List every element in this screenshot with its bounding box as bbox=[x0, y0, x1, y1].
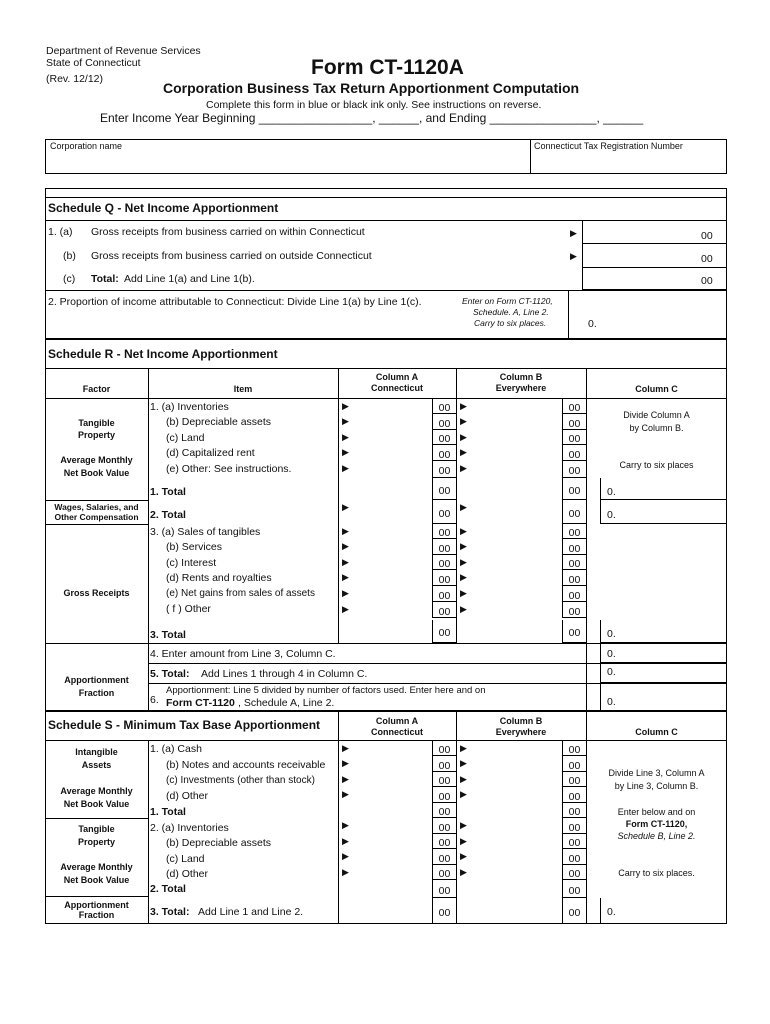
s-row-5-col-b-input[interactable] bbox=[471, 803, 561, 818]
s-col-c-note-1: Divide Line 3, Column A bbox=[608, 768, 705, 778]
s-row-11-col-a-cents: 00 bbox=[432, 898, 456, 924]
r-3-col-c-input[interactable] bbox=[600, 620, 727, 643]
s-row-4-col-b-input[interactable] bbox=[471, 787, 561, 803]
s-col-a-header-1: Column A bbox=[375, 716, 419, 726]
line-2-note-1: Enter on Form CT-1120, bbox=[462, 296, 553, 306]
r-4-col-c-input[interactable] bbox=[600, 643, 727, 663]
s-item-1b: (b) Notes and accounts receivable bbox=[166, 759, 326, 771]
s-row-4-col-b-cents: 00 bbox=[562, 787, 586, 803]
r-row-7-col-a-input[interactable] bbox=[353, 500, 431, 524]
s-factor-tangible-2: Property bbox=[77, 837, 115, 847]
r-row-8-col-b-input[interactable] bbox=[471, 524, 561, 539]
s-row-9-col-a-input[interactable] bbox=[353, 865, 431, 880]
s-item-2d: (d) Other bbox=[166, 868, 209, 880]
s-col-b-header-1: Column B bbox=[499, 716, 543, 726]
arrow-icon: ▶ bbox=[342, 789, 349, 799]
r-row-9-col-a-cents: 00 bbox=[432, 539, 456, 555]
r-row-14-col-b-cents: 00 bbox=[562, 620, 586, 643]
arrow-icon: ▶ bbox=[460, 447, 467, 457]
r-4-col-c-zero: 0. bbox=[607, 648, 616, 660]
factor-appor-1: Apportionment bbox=[64, 675, 129, 685]
r-row-13-col-a-input[interactable] bbox=[353, 602, 431, 618]
line-2-label: 2. Proportion of income attributable to Connecticut: Divide Line 1(a) by Line 1(c). bbox=[48, 296, 422, 308]
s-row-2-col-b-cents: 00 bbox=[562, 756, 586, 772]
s-row-5-col-b-cents: 00 bbox=[562, 803, 586, 818]
s-factor-avg-4: Net Book Value bbox=[63, 875, 130, 885]
r-row-8-col-a-input[interactable] bbox=[353, 524, 431, 539]
col-b-header-1: Column B bbox=[499, 372, 543, 382]
s-col-c-header: Column C bbox=[635, 727, 678, 737]
s-row-1-col-b-cents: 00 bbox=[562, 741, 586, 756]
schedule-s-title: Schedule S - Minimum Tax Base Apportionment bbox=[48, 718, 321, 732]
arrow-icon: ▶ bbox=[460, 502, 467, 512]
r-row-14-col-a-cents: 00 bbox=[432, 620, 456, 643]
r-item-3d: (d) Rents and royalties bbox=[166, 572, 272, 584]
line-1c-number: (c) bbox=[63, 273, 76, 285]
arrow-icon: ▶ bbox=[460, 557, 467, 567]
r-line-5: Add Lines 1 through 4 in Column C. bbox=[201, 668, 368, 680]
r-row-5-col-b-input[interactable] bbox=[471, 461, 561, 478]
line-2-zero: 0. bbox=[588, 318, 597, 330]
arrow-icon: ▶ bbox=[460, 789, 467, 799]
s-3-col-c-input[interactable] bbox=[600, 898, 727, 924]
arrow-icon: ▶ bbox=[460, 851, 467, 861]
s-row-6-col-b-input[interactable] bbox=[471, 818, 561, 834]
s-row-10-col-a-input[interactable] bbox=[353, 880, 431, 898]
r-row-5-col-a-input[interactable] bbox=[353, 461, 431, 478]
factor-wages-2: Other Compensation bbox=[54, 512, 139, 522]
arrow-icon: ▶ bbox=[342, 447, 349, 457]
s-item-2b: (b) Depreciable assets bbox=[166, 837, 272, 849]
s-factor-tangible-1: Tangible bbox=[78, 824, 115, 834]
s-row-1-col-a-cents: 00 bbox=[432, 741, 456, 756]
line-1c-bold: Total: bbox=[91, 273, 119, 285]
s-row-4-col-a-cents: 00 bbox=[432, 787, 456, 803]
s-col-a-header-2: Connecticut bbox=[370, 727, 423, 737]
col-item-header: Item bbox=[233, 384, 253, 394]
arrow-icon: ▶ bbox=[342, 401, 349, 411]
arrow-icon: ▶ bbox=[460, 463, 467, 473]
r-row-11-col-a-cents: 00 bbox=[432, 570, 456, 586]
r-item-3c: (c) Interest bbox=[166, 557, 217, 569]
s-total-1: 1. Total bbox=[150, 806, 186, 818]
r-row-3-col-b-input[interactable] bbox=[471, 430, 561, 445]
s-col-c-note-6: Carry to six places. bbox=[618, 868, 695, 878]
r-item-3f: ( f ) Other bbox=[166, 603, 211, 615]
r-item-1e: (e) Other: See instructions. bbox=[166, 463, 292, 475]
r-row-2-col-b-cents: 00 bbox=[562, 414, 586, 430]
arrow-icon: ▶ bbox=[342, 836, 349, 846]
s-row-6-col-a-cents: 00 bbox=[432, 818, 456, 834]
col-a-header-1: Column A bbox=[375, 372, 419, 382]
r-row-8-col-a-cents: 00 bbox=[432, 524, 456, 539]
r-row-4-col-b-cents: 00 bbox=[562, 445, 586, 461]
state-name: State of Connecticut bbox=[46, 57, 141, 69]
r-row-4-col-a-cents: 00 bbox=[432, 445, 456, 461]
s-row-5-col-a-input[interactable] bbox=[353, 803, 431, 818]
r-row-10-col-a-input[interactable] bbox=[353, 555, 431, 570]
line-1a-label: Gross receipts from business carried on within Connecticut bbox=[91, 226, 365, 238]
r-6-col-c-input[interactable] bbox=[600, 683, 727, 711]
s-3-col-c-zero: 0. bbox=[607, 906, 616, 918]
s-row-7-col-a-input[interactable] bbox=[353, 834, 431, 849]
arrow-icon: ▶ bbox=[342, 416, 349, 426]
line-1a-cents: 00 bbox=[701, 230, 713, 242]
s-factor-appor-1: Apportionment bbox=[64, 900, 129, 910]
s-row-9-col-b-cents: 00 bbox=[562, 865, 586, 880]
r-row-3-col-b-cents: 00 bbox=[562, 430, 586, 445]
r-item-1d: (d) Capitalized rent bbox=[166, 447, 255, 459]
r-row-7-col-b-cents: 00 bbox=[562, 500, 586, 524]
arrow-icon: ▶ bbox=[342, 526, 349, 536]
s-row-8-col-b-cents: 00 bbox=[562, 849, 586, 865]
r-col-c-note-3: Carry to six places bbox=[619, 460, 694, 470]
s-line-3: Add Line 1 and Line 2. bbox=[198, 906, 304, 918]
r-6-col-c-zero: 0. bbox=[607, 696, 616, 708]
r-1-col-c-input[interactable] bbox=[600, 478, 727, 500]
arrow-icon: ▶ bbox=[460, 416, 467, 426]
s-row-1-col-a-input[interactable] bbox=[353, 741, 431, 756]
schedule-q-title: Schedule Q - Net Income Apportionment bbox=[48, 201, 279, 215]
s-item-2c: (c) Land bbox=[166, 853, 205, 865]
arrow-icon: ▶ bbox=[460, 432, 467, 442]
s-row-6-col-b-cents: 00 bbox=[562, 818, 586, 834]
arrow-icon: ▶ bbox=[342, 588, 349, 598]
revision: (Rev. 12/12) bbox=[46, 73, 103, 85]
s-row-10-col-b-input[interactable] bbox=[471, 880, 561, 898]
factor-wages-1: Wages, Salaries, and bbox=[54, 502, 139, 512]
r-item-1a: 1. (a) Inventories bbox=[150, 401, 229, 413]
r-total-2: 2. Total bbox=[150, 509, 186, 521]
line-1a-number: 1. (a) bbox=[48, 226, 73, 238]
line-1b-cents: 00 bbox=[701, 253, 713, 265]
r-row-6-col-a-cents: 00 bbox=[432, 478, 456, 500]
arrow-icon: ▶ bbox=[342, 432, 349, 442]
r-row-2-col-a-cents: 00 bbox=[432, 414, 456, 430]
r-row-11-col-a-input[interactable] bbox=[353, 570, 431, 586]
s-row-8-col-a-cents: 00 bbox=[432, 849, 456, 865]
s-item-1d: (d) Other bbox=[166, 790, 209, 802]
s-row-1-col-b-input[interactable] bbox=[471, 741, 561, 756]
s-row-10-col-a-cents: 00 bbox=[432, 880, 456, 898]
arrow-icon: ▶ bbox=[460, 526, 467, 536]
arrow-icon: ▶ bbox=[460, 604, 467, 614]
r-2-col-c-zero: 0. bbox=[607, 509, 616, 521]
r-line-6a: Apportionment: Line 5 divided by number of factors used. Enter here and on bbox=[166, 685, 486, 696]
r-row-13-col-b-input[interactable] bbox=[471, 602, 561, 618]
r-row-6-col-a-input[interactable] bbox=[353, 478, 431, 500]
s-row-5-col-a-cents: 00 bbox=[432, 803, 456, 818]
r-5-col-c-zero: 0. bbox=[607, 666, 616, 678]
r-row-7-col-a-cents: 00 bbox=[432, 500, 456, 524]
form-title: Form CT-1120A bbox=[311, 56, 464, 79]
r-row-13-col-a-cents: 00 bbox=[432, 602, 456, 618]
arrow-icon: ▶ bbox=[342, 557, 349, 567]
col-factor-header: Factor bbox=[82, 384, 111, 394]
s-row-9-col-a-cents: 00 bbox=[432, 865, 456, 880]
arrow-icon: ▶ bbox=[460, 867, 467, 877]
s-factor-avg-1: Average Monthly bbox=[60, 786, 133, 796]
s-row-10-col-b-cents: 00 bbox=[562, 880, 586, 898]
r-row-3-col-a-input[interactable] bbox=[353, 430, 431, 445]
r-row-6-col-b-input[interactable] bbox=[471, 478, 561, 500]
s-row-3-col-b-input[interactable] bbox=[471, 772, 561, 787]
arrow-icon: ▶ bbox=[342, 851, 349, 861]
arrow-icon: ▶ bbox=[342, 758, 349, 768]
s-row-7-col-b-cents: 00 bbox=[562, 834, 586, 849]
col-c-header: Column C bbox=[635, 384, 678, 394]
arrow-icon: ▶ bbox=[460, 743, 467, 753]
r-row-8-col-b-cents: 00 bbox=[562, 524, 586, 539]
s-col-c-note-2: by Line 3, Column B. bbox=[614, 781, 699, 791]
r-row-13-col-b-cents: 00 bbox=[562, 602, 586, 618]
r-row-7-col-b-input[interactable] bbox=[471, 500, 561, 524]
line-1c-cents: 00 bbox=[701, 275, 713, 287]
r-row-1-col-b-cents: 00 bbox=[562, 399, 586, 414]
r-item-3e: (e) Net gains from sales of assets bbox=[166, 588, 315, 599]
s-row-3-col-b-cents: 00 bbox=[562, 772, 586, 787]
factor-avg-1: Average Monthly bbox=[60, 455, 133, 465]
s-row-11-col-b-input[interactable] bbox=[471, 898, 561, 924]
arrow-icon: ▶ bbox=[460, 758, 467, 768]
line-2-input[interactable] bbox=[568, 290, 727, 339]
corporation-name-field[interactable]: Corporation name bbox=[50, 141, 123, 151]
arrow-icon: ▶ bbox=[570, 251, 577, 261]
r-row-14-col-b-input[interactable] bbox=[471, 620, 561, 643]
s-total-2: 2. Total bbox=[150, 883, 186, 895]
s-factor-intangible-2: Assets bbox=[81, 760, 112, 770]
s-row-7-col-b-input[interactable] bbox=[471, 834, 561, 849]
s-row-2-col-a-input[interactable] bbox=[353, 756, 431, 772]
arrow-icon: ▶ bbox=[342, 502, 349, 512]
arrow-icon: ▶ bbox=[460, 836, 467, 846]
s-item-1a: 1. (a) Cash bbox=[150, 743, 202, 755]
s-row-11-col-b-cents: 00 bbox=[562, 898, 586, 924]
arrow-icon: ▶ bbox=[342, 541, 349, 551]
r-col-c-note-1: Divide Column A bbox=[623, 410, 690, 420]
line-2-note-3: Carry to six places. bbox=[474, 318, 547, 328]
factor-tangible-2: Property bbox=[77, 430, 115, 440]
arrow-icon: ▶ bbox=[460, 572, 467, 582]
s-row-2-col-b-input[interactable] bbox=[471, 756, 561, 772]
r-row-3-col-a-cents: 00 bbox=[432, 430, 456, 445]
dept-name: Department of Revenue Services bbox=[46, 45, 201, 57]
s-col-c-note-5: Schedule B, Line 2. bbox=[617, 831, 696, 841]
ink-instruction: Complete this form in blue or black ink only. See instructions on reverse. bbox=[206, 99, 542, 111]
r-col-c-note-2: by Column B. bbox=[629, 423, 684, 433]
s-factor-appor-2: Fraction bbox=[78, 910, 115, 920]
r-row-5-col-b-cents: 00 bbox=[562, 461, 586, 478]
r-line-5-bold: 5. Total: bbox=[150, 668, 190, 680]
arrow-icon: ▶ bbox=[460, 820, 467, 830]
line-1b-number: (b) bbox=[63, 250, 76, 262]
s-row-9-col-b-input[interactable] bbox=[471, 865, 561, 880]
r-row-9-col-a-input[interactable] bbox=[353, 539, 431, 555]
s-row-8-col-a-input[interactable] bbox=[353, 849, 431, 865]
arrow-icon: ▶ bbox=[342, 743, 349, 753]
schedule-r-title: Schedule R - Net Income Apportionment bbox=[48, 347, 278, 361]
arrow-icon: ▶ bbox=[460, 401, 467, 411]
arrow-icon: ▶ bbox=[342, 463, 349, 473]
r-line-4: 4. Enter amount from Line 3, Column C. bbox=[150, 648, 336, 660]
r-row-12-col-a-input[interactable] bbox=[353, 586, 431, 602]
r-item-1b: (b) Depreciable assets bbox=[166, 416, 272, 428]
r-3-col-c-zero: 0. bbox=[607, 628, 616, 640]
s-row-4-col-a-input[interactable] bbox=[353, 787, 431, 803]
r-row-4-col-a-input[interactable] bbox=[353, 445, 431, 461]
r-item-1c: (c) Land bbox=[166, 432, 205, 444]
r-line-6b: , Schedule A, Line 2. bbox=[238, 697, 335, 709]
arrow-icon: ▶ bbox=[342, 867, 349, 877]
arrow-icon: ▶ bbox=[342, 604, 349, 614]
line-2-note-2: Schedule. A, Line 2. bbox=[473, 307, 549, 317]
income-year-line[interactable]: Enter Income Year Beginning _________________, ______, and Ending ________________, ______ bbox=[100, 111, 644, 125]
s-row-11-col-a-input[interactable] bbox=[353, 898, 431, 924]
s-row-3-col-a-cents: 00 bbox=[432, 772, 456, 787]
r-row-2-col-b-input[interactable] bbox=[471, 414, 561, 430]
r-line-6-num: 6. bbox=[150, 694, 159, 706]
r-total-1: 1. Total bbox=[150, 486, 186, 498]
s-item-2a: 2. (a) Inventories bbox=[150, 822, 229, 834]
r-row-5-col-a-cents: 00 bbox=[432, 461, 456, 478]
factor-tangible-1: Tangible bbox=[78, 418, 115, 428]
s-item-1c: (c) Investments (other than stock) bbox=[166, 775, 315, 786]
s-row-3-col-a-input[interactable] bbox=[353, 772, 431, 787]
s-col-c-note-4: Form CT-1120, bbox=[625, 819, 688, 829]
s-row-7-col-a-cents: 00 bbox=[432, 834, 456, 849]
registration-number-field[interactable]: Connecticut Tax Registration Number bbox=[534, 141, 683, 151]
arrow-icon: ▶ bbox=[342, 572, 349, 582]
arrow-icon: ▶ bbox=[342, 820, 349, 830]
s-factor-avg-2: Net Book Value bbox=[63, 799, 130, 809]
r-row-10-col-a-cents: 00 bbox=[432, 555, 456, 570]
arrow-icon: ▶ bbox=[570, 228, 577, 238]
line-1b-label: Gross receipts from business carried on outside Connecticut bbox=[91, 250, 372, 262]
r-row-2-col-a-input[interactable] bbox=[353, 414, 431, 430]
r-row-12-col-b-input[interactable] bbox=[471, 586, 561, 602]
r-row-9-col-b-input[interactable] bbox=[471, 539, 561, 555]
s-row-2-col-a-cents: 00 bbox=[432, 756, 456, 772]
s-col-c-note-3: Enter below and on bbox=[617, 807, 696, 817]
r-item-3a: 3. (a) Sales of tangibles bbox=[150, 526, 261, 538]
s-col-b-header-2: Everywhere bbox=[495, 727, 547, 737]
arrow-icon: ▶ bbox=[460, 541, 467, 551]
form-subtitle: Corporation Business Tax Return Apportionment Computation bbox=[163, 80, 580, 96]
arrow-icon: ▶ bbox=[460, 588, 467, 598]
r-2-col-c-input[interactable] bbox=[600, 500, 727, 524]
r-row-11-col-b-input[interactable] bbox=[471, 570, 561, 586]
r-row-4-col-b-input[interactable] bbox=[471, 445, 561, 461]
r-row-10-col-b-input[interactable] bbox=[471, 555, 561, 570]
r-row-1-col-a-cents: 00 bbox=[432, 399, 456, 414]
r-row-11-col-b-cents: 00 bbox=[562, 570, 586, 586]
r-row-1-col-a-input[interactable] bbox=[353, 399, 431, 414]
r-row-6-col-b-cents: 00 bbox=[562, 478, 586, 500]
s-row-6-col-a-input[interactable] bbox=[353, 818, 431, 834]
r-total-3: 3. Total bbox=[150, 629, 186, 641]
r-row-1-col-b-input[interactable] bbox=[471, 399, 561, 414]
s-row-8-col-b-input[interactable] bbox=[471, 849, 561, 865]
r-1-col-c-zero: 0. bbox=[607, 486, 616, 498]
r-5-col-c-input[interactable] bbox=[600, 663, 727, 683]
r-row-12-col-a-cents: 00 bbox=[432, 586, 456, 602]
s-line-3-bold: 3. Total: bbox=[150, 906, 190, 918]
line-1c-label: Add Line 1(a) and Line 1(b). bbox=[124, 273, 255, 285]
arrow-icon: ▶ bbox=[342, 774, 349, 784]
r-item-3b: (b) Services bbox=[166, 541, 223, 553]
r-row-14-col-a-input[interactable] bbox=[353, 620, 431, 643]
factor-avg-2: Net Book Value bbox=[63, 468, 130, 478]
arrow-icon: ▶ bbox=[460, 774, 467, 784]
r-line-6b-bold: Form CT-1120 bbox=[166, 697, 235, 709]
col-b-header-2: Everywhere bbox=[495, 383, 547, 393]
s-factor-intangible-1: Intangible bbox=[75, 747, 118, 757]
r-row-10-col-b-cents: 00 bbox=[562, 555, 586, 570]
s-factor-avg-3: Average Monthly bbox=[60, 862, 133, 872]
r-row-12-col-b-cents: 00 bbox=[562, 586, 586, 602]
col-a-header-2: Connecticut bbox=[370, 383, 423, 393]
factor-appor-2: Fraction bbox=[78, 688, 115, 698]
r-row-9-col-b-cents: 00 bbox=[562, 539, 586, 555]
factor-gross-receipts: Gross Receipts bbox=[63, 588, 130, 598]
